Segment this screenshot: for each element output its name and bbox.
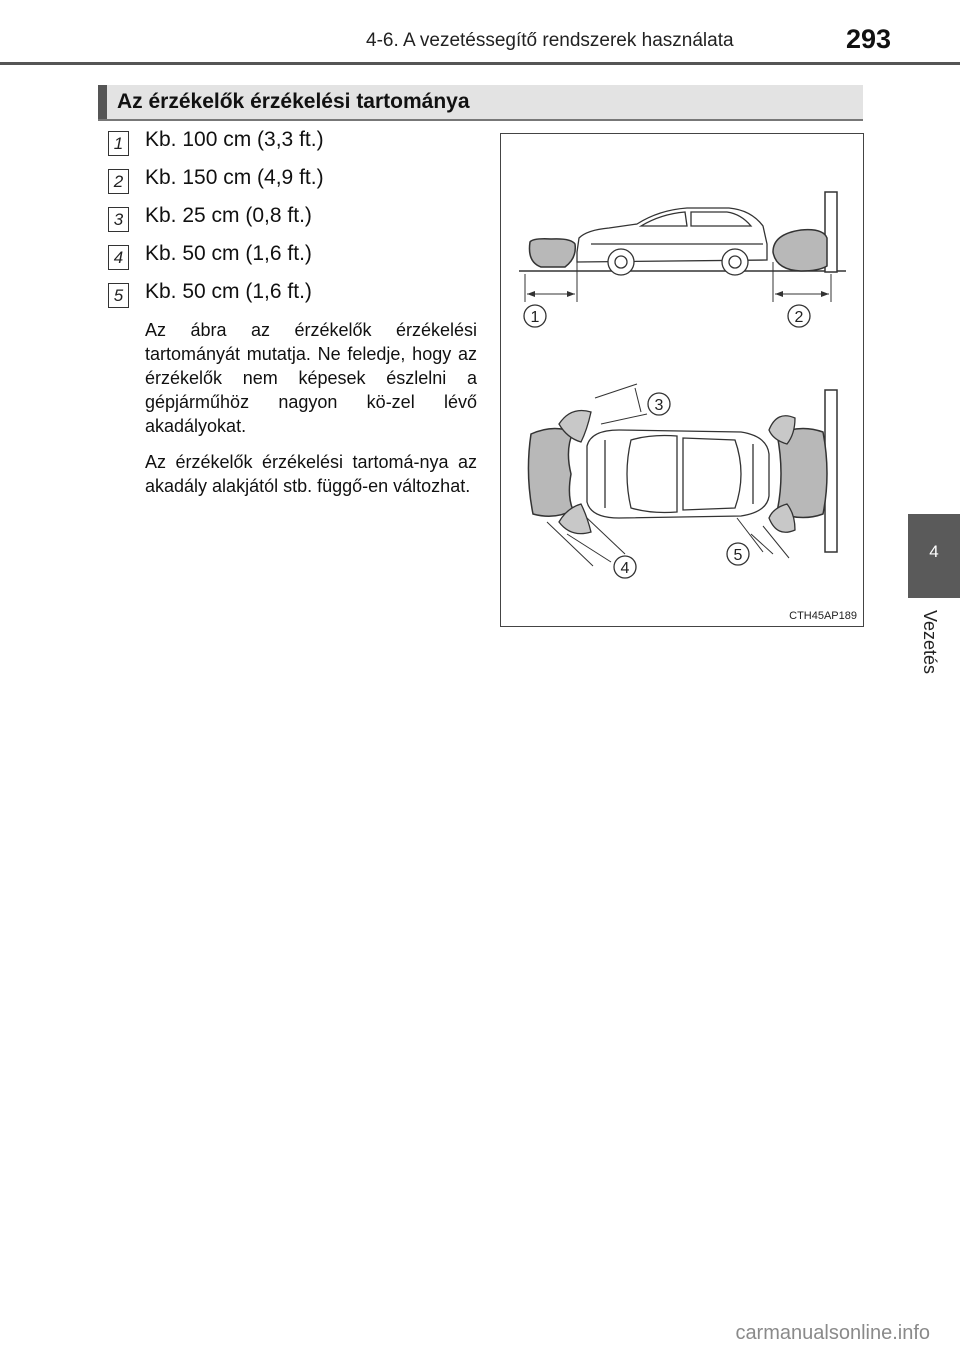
- front-detection-zone: [529, 239, 575, 267]
- callout-label: 2: [794, 309, 804, 326]
- item-text: Kb. 150 cm (4,9 ft.): [145, 166, 324, 189]
- item-number: 2: [108, 169, 129, 194]
- body-paragraph: Az ábra az érzékelők érzékelési tartományát mutatja. Ne feledje, hogy az érzékelők nem képesek észlelni a gépjárműhöz nagyon kö-zel lévő akadályokat.: [145, 320, 477, 436]
- front-detection-zone: [528, 428, 573, 516]
- sensor-range-figure: [500, 133, 864, 627]
- callout-label: 1: [530, 309, 540, 326]
- item-number: 1: [108, 131, 129, 156]
- item-text: Kb. 25 cm (0,8 ft.): [145, 204, 312, 227]
- running-header: 4-6. A vezetéssegítő rendszerek használata: [366, 30, 734, 51]
- chapter-label: [916, 610, 940, 700]
- item-number: 4: [108, 245, 129, 270]
- figure-code: CTH45AP189: [789, 610, 857, 622]
- callout-label: 4: [620, 560, 630, 577]
- callout-label: 3: [654, 397, 664, 414]
- header-rule: [0, 62, 960, 65]
- item-text: Kb. 100 cm (3,3 ft.): [145, 128, 324, 151]
- section-heading: [98, 85, 863, 121]
- item-number: 5: [108, 283, 129, 308]
- callout-label: 5: [733, 547, 743, 564]
- page-number: 293: [846, 24, 892, 54]
- sensor-range-diagram: [501, 134, 863, 626]
- car-top-view: [587, 430, 769, 518]
- body-paragraph: Az érzékelők érzékelési tartomá-nya az akadály alakjától stb. függő-en változhat.: [145, 452, 477, 496]
- chapter-label-text: Vezetés: [920, 610, 940, 675]
- item-text: Kb. 50 cm (1,6 ft.): [145, 280, 312, 303]
- section-title: Az érzékelők érzékelési tartománya: [117, 90, 470, 113]
- item-number: 3: [108, 207, 129, 232]
- dimension-line-3: [635, 388, 641, 412]
- chapter-tab: [908, 514, 960, 598]
- chapter-number: 4: [929, 542, 939, 561]
- car-side-view: [577, 208, 767, 275]
- item-text: Kb. 50 cm (1,6 ft.): [145, 242, 312, 265]
- watermark: carmanualsonline.info: [735, 1322, 930, 1344]
- rear-detection-zone: [773, 230, 827, 271]
- section-accent: [98, 85, 107, 119]
